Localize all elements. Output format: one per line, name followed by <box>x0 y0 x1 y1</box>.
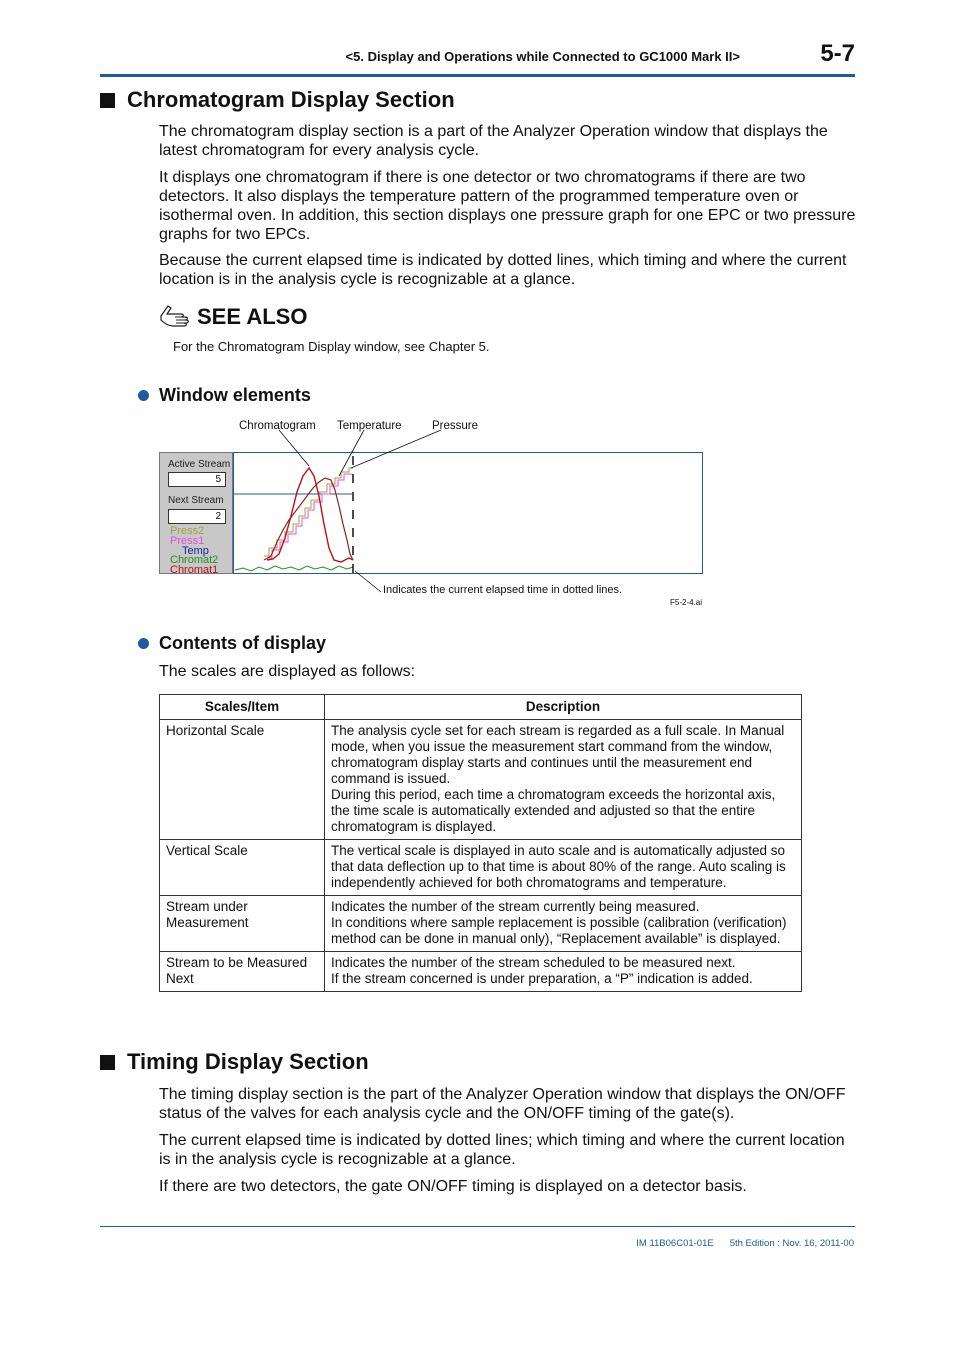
paragraph: It displays one chromatogram if there is one detector or two chromatograms if there are two detectors. It also displays the temperature pattern of the programmed temperature oven or isothermal oven. In addition, this section displays one pressure graph for one EPC or two pressure graphs for two EPCs. <box>159 169 856 243</box>
doc-id: IM 11B06C01-01E <box>636 1238 714 1249</box>
pointing-hand-icon <box>159 302 199 334</box>
callout-temperature: Temperature <box>337 420 402 432</box>
column-header: Description <box>325 695 802 720</box>
active-stream-value: 5 <box>168 472 226 487</box>
chromatogram-window-figure <box>159 416 719 611</box>
section-heading-text: Timing Display Section <box>127 1049 369 1074</box>
round-bullet-icon <box>138 638 149 649</box>
scales-table <box>159 694 802 992</box>
header-divider <box>100 74 855 77</box>
figure-id: F5-2-4.ai <box>670 598 703 607</box>
leader-pressure <box>351 430 441 468</box>
table-row <box>160 840 802 896</box>
paragraph: The current elapsed time is indicated by dotted lines; which timing and where the current location is in the analysis cycle is recognizable at a glance. <box>159 1132 845 1168</box>
active-stream-label: Active Stream <box>168 459 231 470</box>
legend-chromat2: Chromat2 <box>170 554 219 566</box>
paragraph: The timing display section is the part of the Analyzer Operation window that displays the ON/OFF status of the valves for each analysis cycle and the ON/OFF timing of the gate(s). <box>159 1086 846 1122</box>
subheading-contents-of-display <box>138 633 326 654</box>
paragraph: Because the current elapsed time is indicated by dotted lines, which timing and where the current location is in the analysis cycle is recognizable at a glance. <box>159 252 847 288</box>
chromat2-trace <box>235 566 353 571</box>
subheading-text: Contents of display <box>159 633 327 653</box>
leader-chromatogram <box>279 430 309 466</box>
plot-traces <box>159 416 719 611</box>
callout-elapsed-time: Indicates the current elapsed time in dotted lines. <box>383 584 623 596</box>
legend-temp: Temp <box>182 545 209 557</box>
see-also-label: SEE ALSO <box>197 304 308 329</box>
legend-press2: Press2 <box>170 525 205 537</box>
see-also-block <box>159 302 359 334</box>
subheading-window-elements <box>138 385 311 406</box>
item-cell: Horizontal Scale <box>160 720 325 840</box>
press1-trace <box>267 474 352 558</box>
next-stream-value: 2 <box>168 509 226 524</box>
item-cell: Stream to be Measured Next <box>160 952 325 992</box>
section-heading-text: Chromatogram Display Section <box>127 87 455 112</box>
table-row <box>160 896 802 952</box>
footer-divider <box>100 1226 855 1227</box>
table-row <box>160 720 802 840</box>
description-cell: Indicates the number of the stream currently being measured. In conditions where sample replacement is possible (calibration (verification) method can be done in manual only), “Replacement available” is displayed. <box>325 896 802 952</box>
legend-press1: Press1 <box>170 535 205 547</box>
paragraph: If there are two detectors, the gate ON/OFF timing is displayed on a detector basis. <box>159 1178 747 1195</box>
item-cell: Stream under Measurement <box>160 896 325 952</box>
see-also-text[interactable]: For the Chromatogram Display window, see Chapter 5. <box>173 339 490 354</box>
page-number: 5-7 <box>820 40 855 67</box>
legend-chromat1: Chromat1 <box>170 564 219 576</box>
table-caption: The scales are displayed as follows: <box>159 663 416 680</box>
paragraph: The chromatogram display section is a part of the Analyzer Operation window that displays the latest chromatogram for every analysis cycle. <box>159 123 828 159</box>
square-bullet-icon <box>100 93 115 108</box>
edition: 5th Edition : Nov. 16, 2011-00 <box>729 1238 854 1249</box>
round-bullet-icon <box>138 390 149 401</box>
item-cell: Vertical Scale <box>160 840 325 896</box>
running-header: <5. Display and Operations while Connected to GC1000 Mark II> <box>345 49 740 64</box>
description-cell: The analysis cycle set for each stream is regarded as a full scale. In Manual mode, when you issue the measurement start command from the window, chromatogram display starts and continues until the measurement end command is issued. During this period, each time a chromatogram exceeds the horizontal axis, the time scale is automatically extended and adjusted so that the entire chromatogram is displayed. <box>325 720 802 840</box>
footer <box>500 1238 854 1249</box>
leader-temperature <box>339 430 364 476</box>
section-heading-timing <box>100 1049 369 1075</box>
description-cell: The vertical scale is displayed in auto scale and is automatically adjusted so that data deflection up to that time is about 80% of the range. Auto scaling is independently achieved for both chromatograms and temperature. <box>325 840 802 896</box>
leader-elapsed <box>355 571 381 592</box>
square-bullet-icon <box>100 1055 115 1070</box>
callout-chromatogram: Chromatogram <box>239 420 316 432</box>
table-row <box>160 952 802 992</box>
next-stream-label: Next Stream <box>168 495 224 506</box>
subheading-text: Window elements <box>159 385 311 405</box>
section-heading-chromatogram <box>100 87 455 113</box>
column-header: Scales/Item <box>160 695 325 720</box>
callout-pressure: Pressure <box>432 420 479 432</box>
table-header-row <box>160 695 802 720</box>
description-cell: Indicates the number of the stream scheduled to be measured next. If the stream concerned is under preparation, a “P” indication is added. <box>325 952 802 992</box>
